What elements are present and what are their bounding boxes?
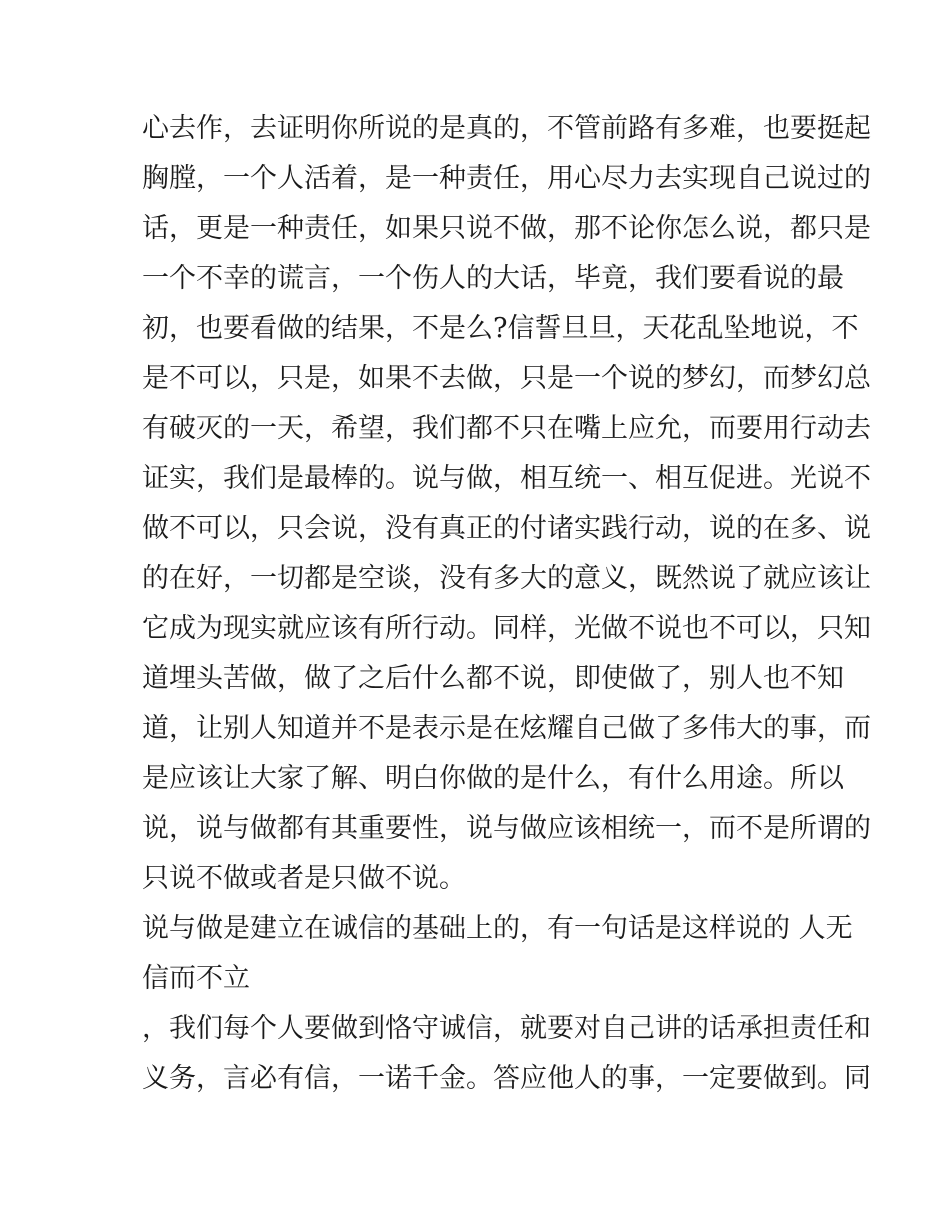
text-line: 是不可以，只是，如果不去做，只是一个说的梦幻，而梦幻总 xyxy=(142,363,871,394)
text-line: 道，让别人知道并不是表示是在炫耀自己做了多伟大的事，而 xyxy=(142,713,871,744)
text-line: 做不可以，只会说，没有真正的付诸实践行动，说的在多、说 xyxy=(142,513,871,544)
text-line: 说，说与做都有其重要性，说与做应该相统一，而不是所谓的 xyxy=(142,813,871,844)
text-line: 只说不做或者是只做不说。 xyxy=(142,863,466,894)
text-line: 义务，言必有信，一诺千金。答应他人的事，一定要做到。同 xyxy=(142,1063,871,1094)
text-line: ，我们每个人要做到恪守诚信，就要对自己讲的话承担责任和 xyxy=(142,1013,871,1044)
text-line: 它成为现实就应该有所行动。同样，光做不说也不可以，只知 xyxy=(142,613,871,644)
text-line: 信而不立 xyxy=(142,963,250,994)
body-text xyxy=(142,104,871,1104)
text-line: 初，也要看做的结果，不是么?信誓旦旦，天花乱坠地说，不 xyxy=(142,313,859,344)
text-line: 说与做是建立在诚信的基础上的，有一句话是这样说的 人无 xyxy=(142,913,853,944)
text-line: 证实，我们是最棒的。说与做，相互统一、相互促进。光说不 xyxy=(142,463,871,494)
text-line: 心去作，去证明你所说的是真的，不管前路有多难，也要挺起 xyxy=(142,113,871,144)
text-line: 有破灭的一天，希望，我们都不只在嘴上应允，而要用行动去 xyxy=(142,413,871,444)
text-line: 胸膛，一个人活着，是一种责任，用心尽力去实现自己说过的 xyxy=(142,163,871,194)
text-line: 的在好，一切都是空谈，没有多大的意义，既然说了就应该让 xyxy=(142,563,871,594)
text-line: 一个不幸的谎言，一个伤人的大话，毕竟，我们要看说的最 xyxy=(142,263,844,294)
text-line: 话，更是一种责任，如果只说不做，那不论你怎么说，都只是 xyxy=(142,213,871,244)
text-line: 是应该让大家了解、明白你做的是什么，有什么用途。所以 xyxy=(142,763,844,794)
text-line: 道埋头苦做，做了之后什么都不说，即使做了，别人也不知 xyxy=(142,663,844,694)
